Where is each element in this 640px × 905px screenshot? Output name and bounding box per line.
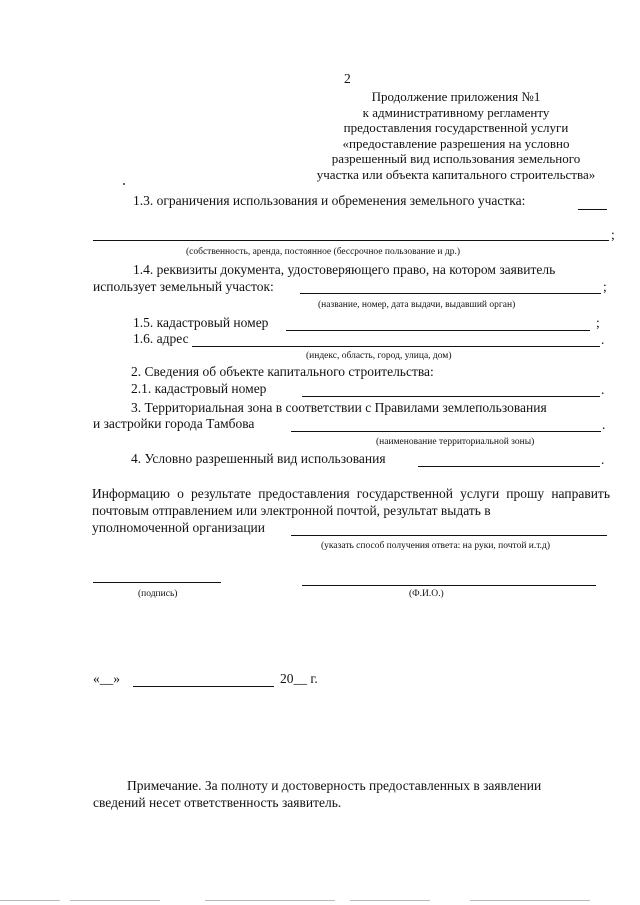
note-line-1: Примечание. За полноту и достоверность предоставленных в заявлении: [127, 778, 542, 793]
header-line-1: Продолжение приложения №1: [371, 89, 541, 104]
territorial-zone-field[interactable]: [291, 431, 601, 432]
item-1-3-field[interactable]: [93, 240, 609, 241]
scan-artifact: [205, 900, 335, 901]
item-1-3-field-short[interactable]: [578, 209, 607, 210]
item-1-4-label-cont: использует земельный участок:: [93, 279, 274, 294]
header-line-2: к административному регламенту: [362, 104, 550, 120]
result-delivery-text: Информацию о результате предоставления государственной услуги прошу направить почтовым отправлением или электронной почтой, результат выдать в: [92, 486, 610, 518]
appendix-header: [280, 89, 632, 182]
date-year: 20__ г.: [280, 671, 318, 686]
result-delivery-paragraph: [92, 485, 610, 536]
item-1-4-label: 1.4. реквизиты документа, удостоверяющего право, на котором заявитель: [133, 262, 556, 277]
delivery-method-hint: (указать способ получения ответа: на руки, почтой и.т.д): [321, 541, 551, 551]
item-4-label: 4. Условно разрешенный вид использования: [131, 451, 386, 466]
item-1-6-label: 1.6. адрес: [133, 331, 189, 346]
item-1-3-label: 1.3. ограничения использования и обременения земельного участка:: [133, 193, 526, 208]
document-page: 2 Продолжение приложения №1 к административному регламенту предоставления государственной услуги «предоставление разрешения на условно разрешенный вид использования земельного участка или объекта капитального строительства» 1.3. ограничения использования и обременения земельного участка: ; (собственность, аренда, постоянное (бессрочное пользование и др.) 1.4. реквизиты документа, удостоверяющего право, на котором заявитель использует земельный участок: ; (название, номер, дата выдачи, выдавший орган) 1.5. кадастровый номер ; 1.6. адрес . (индекс, область, город, улица, дом) 2. Сведения об объекте капитального строительства: 2.1. кадастровый номер . 3. Территориальная зона в соответствии с Правилами землепользования и застройки города Тамбова . (наименование территориальной зоны) 4. Условно разрешенный вид использования . Информацию о результате предоставления государственной услуги прошу направить почтовым отправлением или электронной почтой, результат выдать в уполномоченной организации (указать способ получения ответа: на руки, почтой и.т.д) (подпись) (Ф.И.О.) «__» 20__ г. Примечание. За полноту и достоверность предоставленных в заявлении сведений несет ответственность заявитель.: [0, 0, 640, 905]
scan-artifact: [350, 900, 430, 901]
date-year-field[interactable]: __: [293, 671, 307, 686]
full-name-label: (Ф.И.О.): [409, 589, 444, 599]
address-field[interactable]: [192, 346, 600, 347]
item-3-label-cont: и застройки города Тамбова: [93, 416, 255, 431]
item-3-hint: (наименование территориальной зоны): [376, 437, 535, 447]
date-line: «__»: [93, 671, 120, 686]
full-name-field[interactable]: [302, 585, 596, 586]
signature-field[interactable]: [93, 582, 221, 583]
scan-artifact: [470, 900, 590, 901]
scan-dot: [123, 183, 125, 185]
cadastral-number-field[interactable]: [286, 330, 590, 331]
header-line-6: участка или объекта капитального строительства»: [316, 166, 596, 182]
item-1-4-hint: (название, номер, дата выдачи, выдавший орган): [318, 300, 516, 310]
date-month-field[interactable]: [133, 686, 274, 687]
item-2-1-label: 2.1. кадастровый номер: [131, 381, 267, 396]
item-1-5-label: 1.5. кадастровый номер: [133, 315, 269, 330]
delivery-method-field[interactable]: [291, 535, 607, 536]
date-day-field[interactable]: __: [99, 671, 114, 686]
signature-label: (подпись): [138, 589, 178, 599]
item-1-4-field[interactable]: [300, 293, 601, 294]
header-line-5: разрешенный вид использования земельного: [331, 151, 581, 166]
scan-artifact: [70, 900, 160, 901]
item-1-3-hint: (собственность, аренда, постоянное (бессрочное пользование и др.): [186, 247, 461, 257]
permitted-use-field[interactable]: [418, 466, 600, 467]
note-line-2: сведений несет ответственность заявитель.: [93, 795, 342, 810]
header-line-4: «предоставление разрешения на условно: [342, 135, 570, 151]
scan-artifact: [0, 900, 60, 901]
item-1-6-hint: (индекс, область, город, улица, дом): [306, 351, 452, 361]
object-cadastral-number-field[interactable]: [302, 396, 600, 397]
page-number: 2: [344, 71, 351, 86]
item-2-label: 2. Сведения об объекте капитального строительства:: [131, 364, 434, 379]
item-3-label: 3. Территориальная зона в соответствии с Правилами землепользования: [131, 400, 547, 415]
header-line-3: предоставления государственной услуги: [343, 120, 569, 135]
result-delivery-last-line: уполномоченной организации: [92, 520, 266, 535]
